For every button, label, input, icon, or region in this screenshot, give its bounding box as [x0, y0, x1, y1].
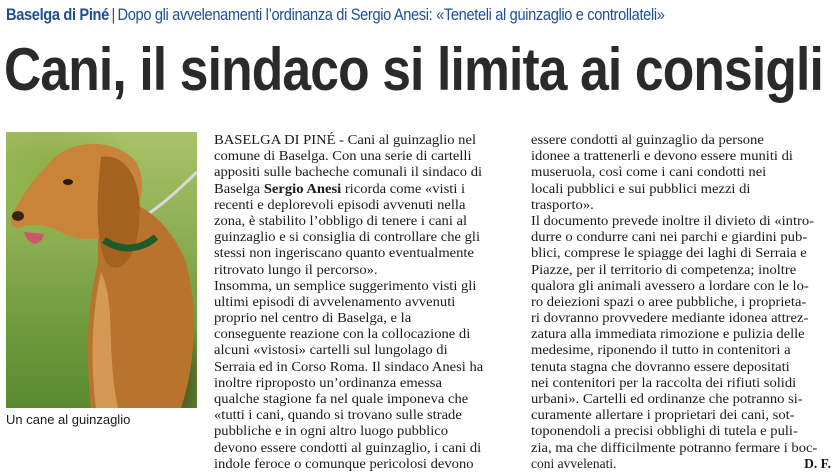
article-line: guinzaglio e si consiglia di controllare che gli [214, 229, 481, 245]
article-line: ultimi episodi di avvelenamento avvenuti [214, 293, 456, 309]
article-column-1 [214, 132, 516, 471]
dog-illustration [6, 132, 197, 408]
author-signature: D. F. [804, 455, 831, 471]
kicker [6, 3, 711, 27]
article-line: qualche stagione fa nel quale imponeva che [214, 391, 469, 406]
article-line: Piazze, per il territorio di competenza; inoltre [531, 261, 797, 277]
article-bold-name: Sergio Anesi [263, 180, 342, 196]
article-line: toponendoli a precisi obblighi di tutela e puli- [531, 423, 798, 439]
article-line: conseguente reazione con la collocazione di [214, 326, 471, 342]
article-line: museruola, così come i cani condotti nei [531, 164, 767, 180]
article-line [214, 181, 516, 197]
article-line: recenti e deplorevoli episodi avvenuti nella [214, 196, 466, 212]
article-line: indole feroce o comunque pericolosi devono [214, 455, 474, 471]
article-line: comune di Baselga. Con una serie di cartelli [214, 148, 472, 164]
article-line: blici, comprese le spiagge dei laghi di Serraia e [531, 245, 807, 261]
article-line: curamente allertare i proprietari dei cani, sot- [531, 407, 795, 423]
article-line: ro deiezioni spazi o aree pubbliche, i proprieta- [531, 293, 807, 309]
article-line: pubbliche e in ogni altro luogo pubblico [214, 423, 449, 439]
article-line: devono essere condotti al guinzaglio, i cani di [214, 439, 482, 455]
article-line: Serraia ed in Corso Roma. Il sindaco Anesi ha [214, 358, 484, 374]
article-line: Insomma, un semplice suggerimento visti gli [214, 277, 477, 293]
article-line: zona, è stabilito l’obbligo di tenere i cani al [214, 212, 468, 228]
article-line: «tutti i cani, quando si trovano sulle strade [214, 407, 462, 423]
article-line: zatura alla immediata rimozione e pulizia delle [531, 326, 805, 342]
article-line: proprio nel centro di Baselga, e la [214, 310, 412, 326]
article-line: locali pubblici e sui pubblici mezzi di [531, 180, 751, 196]
article-line: appositi sulle bacheche comunali il sindaco di [214, 164, 483, 180]
article-text: Baselga [214, 180, 264, 196]
article-line: alcuni «vistosi» cartelli sul lungolago di [214, 342, 448, 358]
article-line: stessi non ingeriscano quanto eventualmente [214, 245, 474, 261]
article-line: ri dovranno provvedere mediante idonea attrez- [531, 310, 809, 326]
article-line: trasporto». [531, 196, 594, 212]
article-line: BASELGA DI PINÉ - Cani al guinzaglio nel [214, 132, 477, 147]
kicker-location: Baselga di Piné [6, 5, 109, 24]
article-text: ricorda come «visti i [341, 180, 466, 196]
kicker-subtitle: Dopo gli avvelenamenti l’ordinanza di Sergio Anesi: «Teneteli al guinzaglio e controllateli» [117, 5, 665, 24]
article-line: Il documento prevede inoltre il divieto di «intro- [531, 212, 815, 228]
article-line: essere condotti al guinzaglio da persone [531, 132, 764, 147]
kicker-separator: | [111, 5, 115, 24]
article-line: nei contenitori per la raccolta dei rifiuti solidi [531, 374, 797, 390]
article-line: medesime, riponendo il tutto in contenitori a [531, 342, 791, 358]
article-line: durre o condurre cani nei parchi e giardini pub- [531, 229, 808, 245]
article-line: idonee a trattenerli e devono essere muniti di [531, 148, 793, 164]
article-line: urbani». Cartelli ed ordinanze che potranno si- [531, 391, 803, 406]
article-line: D. F. coni avvelenati. [531, 455, 831, 471]
article-line: ritrovato lungo il percorso». [214, 261, 378, 277]
photo-caption: Un cane al guinzaglio [6, 412, 131, 427]
article-line: qualora gli animali avessero a lordare con le lo- [531, 277, 809, 293]
dog-photo [6, 132, 197, 408]
headline: Cani, il sindaco si limita ai consigli [4, 36, 823, 103]
article-line: tenuta stagna che dovranno essere depositati [531, 358, 790, 374]
article-line: zia, ma che difficilmente potranno fermare i boc- [531, 439, 818, 455]
article-line: inoltre riproposto un’ordinanza emessa [214, 374, 442, 390]
article-column-2 [531, 132, 831, 471]
